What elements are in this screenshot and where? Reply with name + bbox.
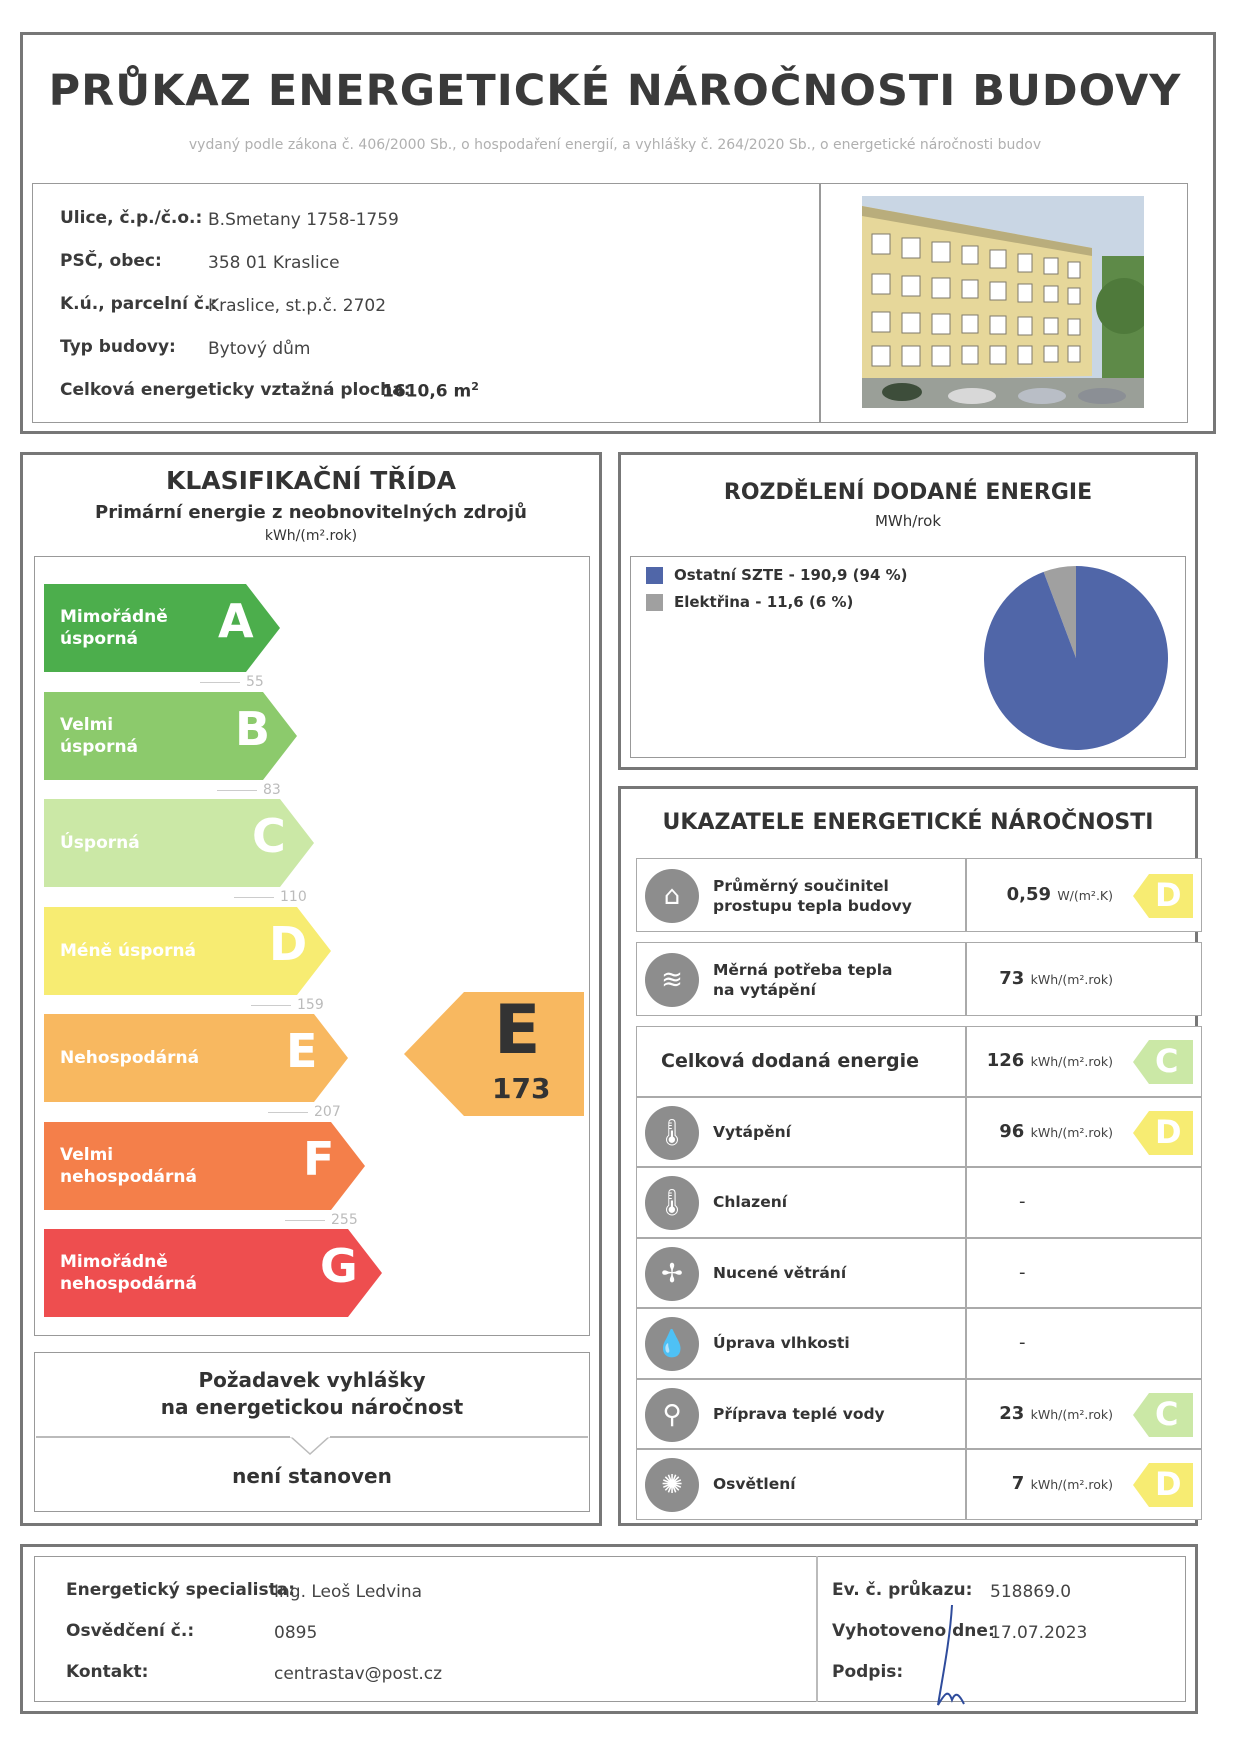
building-type-value: Bytový dům	[208, 339, 311, 359]
legend-swatch-szte	[646, 567, 663, 584]
thermometer-cold-icon: 🌡	[645, 1176, 699, 1230]
class-limit-line	[200, 682, 240, 683]
indicator-value: 126 kWh/(m².rok)	[986, 1050, 1113, 1072]
indicator-value: 23 kWh/(m².rok)	[999, 1402, 1113, 1424]
street-label: Ulice, č.p./č.o.:	[60, 208, 203, 228]
indicators-title: UKAZATELE ENERGETICKÉ NÁROČNOSTI	[662, 810, 1154, 835]
zip-label: PSČ, obec:	[60, 251, 162, 271]
indicator-row	[636, 1167, 1202, 1238]
class-letter-b: B	[235, 701, 271, 756]
current-class-letter: E	[494, 991, 541, 1070]
indicator-label: Chlazení	[713, 1193, 788, 1212]
row-divider	[965, 1239, 967, 1308]
signature-label: Podpis:	[832, 1662, 904, 1682]
humidity-icon: 💧	[645, 1317, 699, 1371]
indicator-label: Vytápění	[713, 1122, 791, 1141]
indicator-value: 73 kWh/(m².rok)	[999, 968, 1113, 989]
requirement-pointer	[290, 1436, 330, 1456]
class-name-c: Úsporná	[60, 833, 140, 853]
date-value: 17.07.2023	[990, 1623, 1088, 1643]
class-badge-d: D	[1133, 874, 1193, 918]
indicator-row	[636, 1238, 1202, 1309]
class-badge-c: C	[1133, 1040, 1193, 1084]
class-limit-line	[268, 1112, 308, 1113]
legend-swatch-electricity	[646, 594, 663, 611]
page-subtitle: vydaný podle zákona č. 406/2000 Sb., o hospodaření energií, a vyhlášky č. 264/2020 Sb., o energetické náročnosti budov	[188, 137, 1042, 153]
indicator-label: Úprava vlhkosti	[713, 1334, 850, 1353]
class-letter-d: D	[269, 916, 308, 971]
class-letter-g: G	[320, 1239, 358, 1293]
class-limit-line	[217, 790, 257, 791]
indicator-row	[636, 1026, 1202, 1097]
indicator-label: Příprava teplé vody	[713, 1404, 885, 1423]
class-name-a: Mimořádně úsporná	[60, 607, 168, 649]
cert-label: Osvědčení č.:	[66, 1621, 195, 1641]
building-photo	[862, 196, 1144, 408]
building-type-label: Typ budovy:	[60, 337, 176, 357]
class-name-f: Velmi nehospodárná	[60, 1144, 197, 1187]
indicator-value: -	[1019, 1332, 1026, 1354]
class-limit-c: 110	[280, 889, 307, 905]
indicator-row	[636, 942, 1202, 1016]
classification-title: KLASIFIKAČNÍ TŘÍDA	[165, 466, 457, 495]
requirement-value: není stanoven	[232, 1464, 392, 1488]
indicator-label: Osvětlení	[713, 1475, 796, 1494]
street-value: B.Smetany 1758-1759	[208, 210, 399, 230]
page-title: PRŮKAZ ENERGETICKÉ NÁROČNOSTI BUDOVY	[48, 66, 1182, 116]
indicator-value: 96 kWh/(m².rok)	[999, 1120, 1113, 1142]
row-divider	[965, 1450, 967, 1519]
class-letter-c: C	[252, 809, 286, 863]
class-arrow-f	[44, 1122, 365, 1210]
class-badge-c: C	[1133, 1393, 1193, 1437]
classification-unit: kWh/(m².rok)	[264, 528, 358, 544]
class-limit-d: 159	[297, 996, 324, 1013]
lightbulb-icon: ✺	[645, 1458, 699, 1512]
indicator-row	[636, 1097, 1202, 1168]
class-arrow-e	[44, 1014, 348, 1102]
zip-value: 358 01 Kraslice	[208, 253, 340, 273]
classification-subtitle: Primární energie z neobnovitelných zdrojů	[95, 502, 527, 523]
parcel-label: K.ú., parcelní č.:	[60, 294, 218, 314]
row-divider	[965, 1380, 967, 1449]
heat-demand-icon: ≋	[645, 953, 699, 1007]
indicator-label: Průměrný součinitel prostupu tepla budovy	[713, 877, 912, 915]
indicator-label: Nucené větrání	[713, 1263, 847, 1282]
row-divider	[965, 1098, 967, 1167]
class-arrow-d	[44, 907, 331, 995]
current-class-value: 173	[492, 1072, 551, 1105]
indicator-value: -	[1019, 1191, 1026, 1213]
contact-label: Kontakt:	[66, 1662, 149, 1682]
legend-label-szte: Ostatní SZTE - 190,9 (94 %)	[674, 566, 908, 584]
indicator-label: Měrná potřeba tepla na vytápění	[713, 961, 893, 999]
parcel-value: Kraslice, st.p.č. 2702	[208, 296, 387, 316]
ev-number-label: Ev. č. průkazu:	[832, 1580, 973, 1600]
indicator-row	[636, 858, 1202, 932]
indicator-value: -	[1019, 1261, 1026, 1283]
indicator-value: 7 kWh/(m².rok)	[1011, 1473, 1113, 1495]
class-name-d: Méně úsporná	[60, 940, 197, 961]
signature-image	[912, 1600, 992, 1720]
class-badge-d: D	[1133, 1463, 1193, 1507]
class-limit-f: 255	[331, 1211, 358, 1228]
row-divider	[965, 943, 967, 1015]
class-arrow-a	[44, 584, 280, 672]
requirement-title-2: na energetickou náročnost	[160, 1395, 464, 1419]
class-limit-e: 207	[314, 1104, 341, 1120]
date-label: Vyhotoveno dne:	[832, 1621, 995, 1641]
class-limit-b: 83	[263, 781, 281, 798]
class-name-e: Nehospodárná	[60, 1048, 200, 1068]
requirement-title-1: Požadavek vyhlášky	[198, 1368, 426, 1392]
pie-slice-szte	[984, 566, 1168, 750]
class-limit-line	[251, 1005, 291, 1006]
contact-value[interactable]: centrastav@post.cz	[274, 1664, 443, 1684]
indicator-row	[636, 1449, 1202, 1520]
distribution-title: ROZDĚLENÍ DODANÉ ENERGIE	[723, 480, 1093, 505]
legend-label-electricity: Elektřina - 11,6 (6 %)	[674, 593, 854, 611]
class-name-b: Velmi úsporná	[60, 714, 139, 757]
class-letter-a: A	[218, 594, 254, 648]
cert-value: 0895	[274, 1623, 318, 1643]
water-tap-icon: ⚲	[645, 1388, 699, 1442]
class-arrow-g	[44, 1229, 382, 1317]
indicator-label: Celková dodaná energie	[661, 1050, 920, 1073]
class-arrow-c	[44, 799, 314, 887]
row-divider	[965, 1027, 967, 1096]
class-limit-a: 55	[246, 674, 264, 690]
class-letter-f: F	[303, 1131, 335, 1186]
distribution-unit: MWh/rok	[874, 512, 942, 530]
class-letter-e: E	[286, 1024, 318, 1078]
class-limit-line	[285, 1220, 325, 1221]
indicator-value: 0,59 W/(m².K)	[1006, 884, 1113, 905]
area-value: 1610,6 $m^2$	[382, 380, 479, 402]
specialist-label: Energetický specialista:	[66, 1580, 296, 1600]
class-badge-d: D	[1133, 1111, 1193, 1155]
thermometer-hot-icon: 🌡	[645, 1106, 699, 1160]
indicator-row	[636, 1308, 1202, 1379]
area-label: Celková energeticky vztažná plocha:	[60, 380, 411, 400]
row-divider	[965, 859, 967, 931]
footer-divider	[816, 1556, 818, 1702]
fan-icon: ✢	[645, 1247, 699, 1301]
class-arrow-b	[44, 692, 297, 780]
house-icon: ⌂	[645, 869, 699, 923]
class-limit-line	[234, 897, 274, 898]
indicator-row	[636, 1379, 1202, 1450]
row-divider	[965, 1309, 967, 1378]
class-name-g: Mimořádně nehospodárná	[60, 1252, 197, 1294]
specialist-value: Ing. Leoš Ledvina	[274, 1582, 423, 1602]
ev-number-value: 518869.0	[990, 1582, 1072, 1602]
row-divider	[965, 1168, 967, 1237]
energy-pie-chart	[980, 562, 1172, 754]
